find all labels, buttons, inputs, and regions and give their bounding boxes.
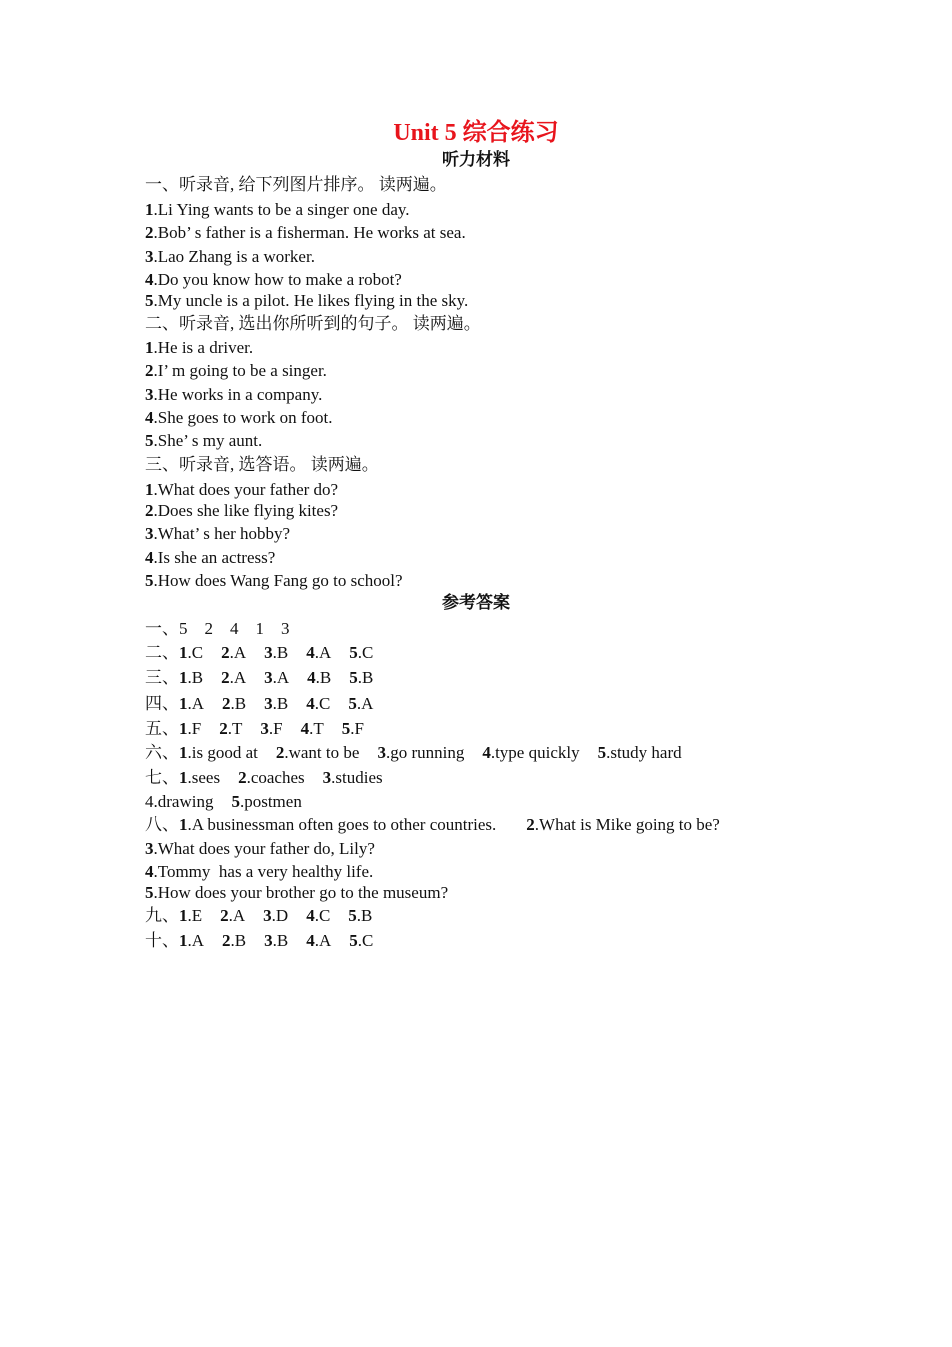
section-2-header: 二、听录音, 选出你所听到的句子。 读两遍。 <box>145 314 481 333</box>
section-3-item: 1.What does your father do? <box>145 480 339 499</box>
section-3-item: 4.Is she an actress? <box>145 548 276 567</box>
section-3-item: 2.Does she like flying kites? <box>145 501 339 520</box>
answer-row-8-cont: 5.How does your brother go to the museum? <box>145 883 449 902</box>
answer-row-1: 一、5 2 4 1 3 <box>145 619 290 638</box>
answer-row-10: 十、1.A 2.B 3.B 4.A 5.C <box>145 931 374 950</box>
listening-heading: 听力材料 <box>442 150 510 170</box>
section-2-item: 5.She’ s my aunt. <box>145 431 263 450</box>
answer-row-3: 三、1.B 2.A 3.A 4.B 5.B <box>145 668 374 687</box>
section-2-item: 3.He works in a company. <box>145 385 323 404</box>
answer-row-8-cont: 4.Tommy has a very healthy life. <box>145 862 374 881</box>
answer-row-6: 六、1.is good at 2.want to be 3.go running 4.type quickly 5.study hard <box>145 743 682 762</box>
section-1-item: 3.Lao Zhang is a worker. <box>145 247 315 266</box>
answer-row-5: 五、1.F 2.T 3.F 4.T 5.F <box>145 719 364 738</box>
answer-row-2: 二、1.C 2.A 3.B 4.A 5.C <box>145 643 374 662</box>
section-1-item: 2.Bob’ s father is a fisherman. He works at sea. <box>145 223 466 242</box>
answer-row-7: 七、1.sees 2.coaches 3.studies <box>145 768 383 787</box>
section-3-header: 三、听录音, 选答语。 读两遍。 <box>145 455 379 474</box>
section-2-item: 4.She goes to work on foot. <box>145 408 333 427</box>
section-1-header: 一、听录音, 给下列图片排序。 读两遍。 <box>145 175 447 194</box>
answer-row-4: 四、1.A 2.B 3.B 4.C 5.A <box>145 694 374 713</box>
section-2-item: 1.He is a driver. <box>145 338 254 357</box>
section-1-item: 1.Li Ying wants to be a singer one day. <box>145 200 410 219</box>
section-1-item: 5.My uncle is a pilot. He likes flying in the sky. <box>145 291 469 310</box>
answer-row-9: 九、1.E 2.A 3.D 4.C 5.B <box>145 906 373 925</box>
section-2-item: 2.I’ m going to be a singer. <box>145 361 327 380</box>
answers-heading: 参考答案 <box>442 593 510 613</box>
section-3-item: 5.How does Wang Fang go to school? <box>145 571 403 590</box>
answer-row-8-cont: 3.What does your father do, Lily? <box>145 839 375 858</box>
answer-row-7-cont: 4.drawing 5.postmen <box>145 792 302 811</box>
answer-row-8: 八、1.A businessman often goes to other countries. 2.What is Mike going to be? <box>145 815 720 834</box>
section-3-item: 3.What’ s her hobby? <box>145 524 291 543</box>
page-title: Unit 5 综合练习 <box>393 120 559 146</box>
section-1-item: 4.Do you know how to make a robot? <box>145 270 402 289</box>
